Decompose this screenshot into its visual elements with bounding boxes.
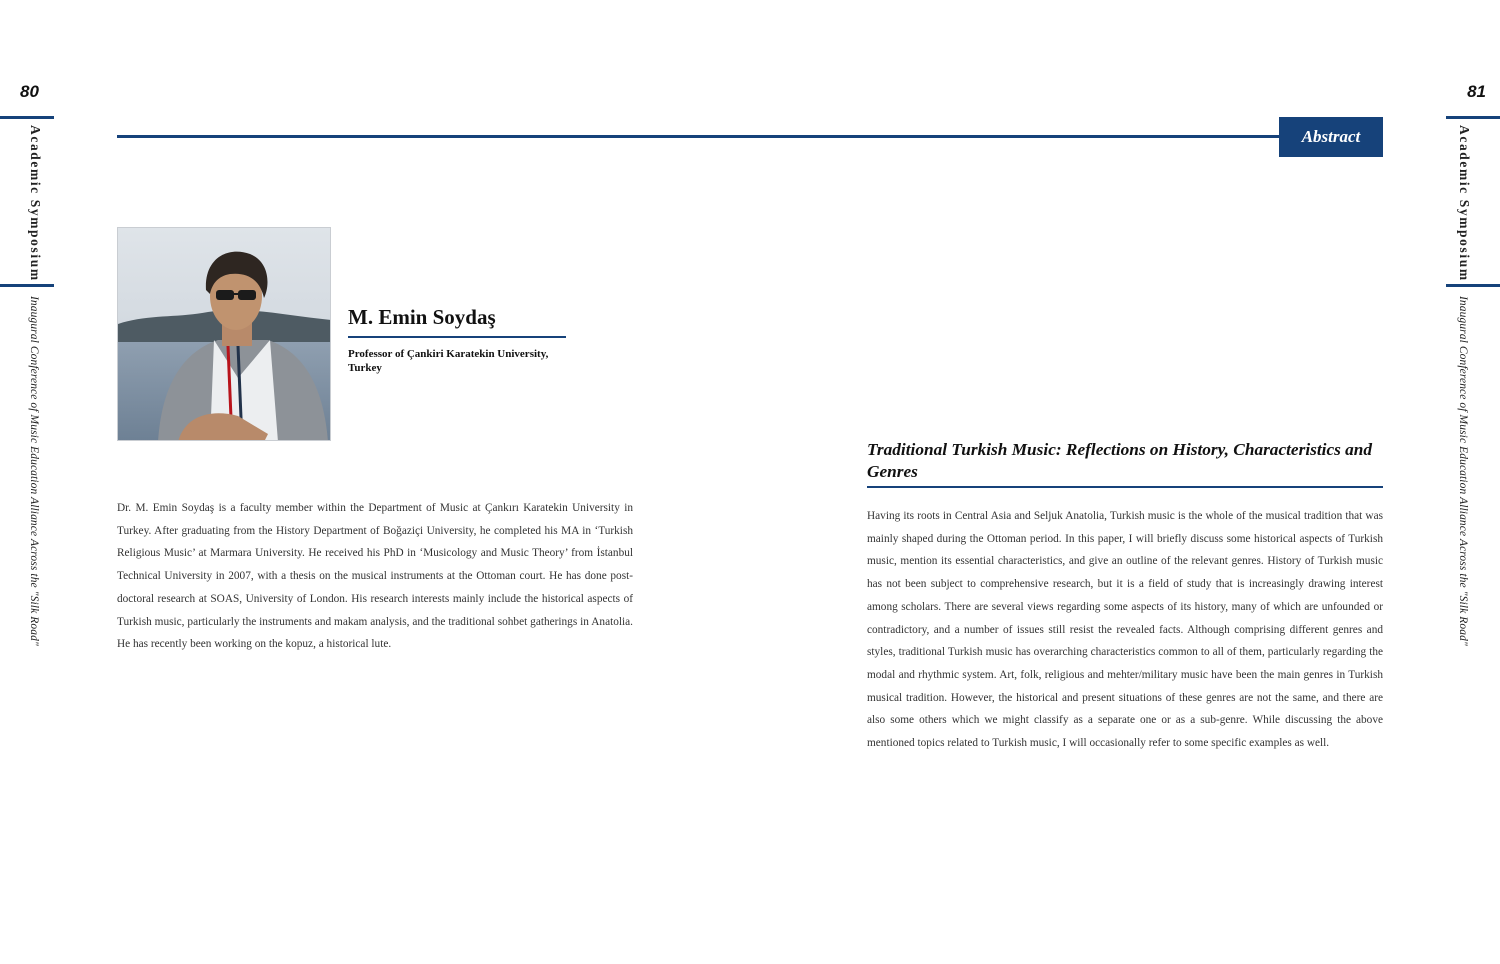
- side-title-right: Academic Symposium: [1457, 125, 1472, 282]
- abstract-title: Traditional Turkish Music: Reflections on History, Characteristics and Genres: [867, 440, 1373, 481]
- author-name: M. Emin Soydaş: [348, 305, 496, 329]
- page-number-right: 81: [1467, 82, 1486, 101]
- affiliation-line-1: Professor of Çankiri Karatekin University,: [348, 348, 549, 360]
- side-title-left: Academic Symposium: [28, 125, 43, 282]
- side-rule-left-top: [0, 116, 54, 119]
- header-rule: [117, 135, 1281, 138]
- abstract-body: Having its roots in Central Asia and Seljuk Anatolia, Turkish music is the whole of the musical tradition that was mainly shaped during the Ottoman period. In this paper, I will briefly discuss some historical aspects of Turkish music, mention its essential characteristics, and give an outline of the relevant genres. History of Turkish music has not been subject to comprehensive research, but it is a field of study that is increasingly drawing interest among scholars. There are several views regarding some aspects of its history, many of which are unfounded or contradictory, and a number of issues still resist the revealed facts. Although comprising different genres and styles, traditional Turkish music has overarching characteristics common to all of them, particularly regarding the modal and rhythmic system. Art, folk, religious and mehter/military music have been the main genres in Turkish musical tradition. However, the historical and present situations of these genres are not the same, and there are also some others which we might classify as a separate one or as a sub-genre. While discussing the above mentioned topics related to Turkish music, I will occasionally refer to some specific examples as well.: [867, 510, 1383, 750]
- side-rule-right-bottom: [1446, 284, 1500, 287]
- author-name-rule: [348, 336, 566, 338]
- author-photo: [117, 227, 331, 441]
- side-rule-right-top: [1446, 116, 1500, 119]
- author-affiliation: [348, 347, 578, 375]
- side-subtitle-left: Inaugural Conference of Music Education Alliance Across the "Silk Road": [28, 296, 40, 646]
- abstract-title-rule: [867, 486, 1383, 488]
- author-biography: Dr. M. Emin Soydaş is a faculty member within the Department of Music at Çankırı Karatekin University in Turkey. After graduating from the History Department of Boğaziçi University, he completed his MA in ‘Turkish Religious Music’ at Marmara University. He received his PhD in ‘Musicology and Music Theory’ from İstanbul Technical University in 2007, with a thesis on the musical instruments at the Ottoman court. He has done post-doctoral research at SOAS, University of London. His research interests mainly include the historical aspects of Turkish music, particularly the instruments and makam analysis, and the traditional sohbet gatherings in Anatolia. He has recently been working on the kopuz, a historical lute.: [117, 502, 633, 651]
- abstract-tab: Abstract: [1279, 117, 1383, 157]
- side-subtitle-right: Inaugural Conference of Music Education Alliance Across the "Silk Road": [1457, 296, 1469, 646]
- affiliation-line-2: Turkey: [348, 362, 382, 374]
- side-rule-left-bottom: [0, 284, 54, 287]
- page-number-left: 80: [20, 82, 39, 101]
